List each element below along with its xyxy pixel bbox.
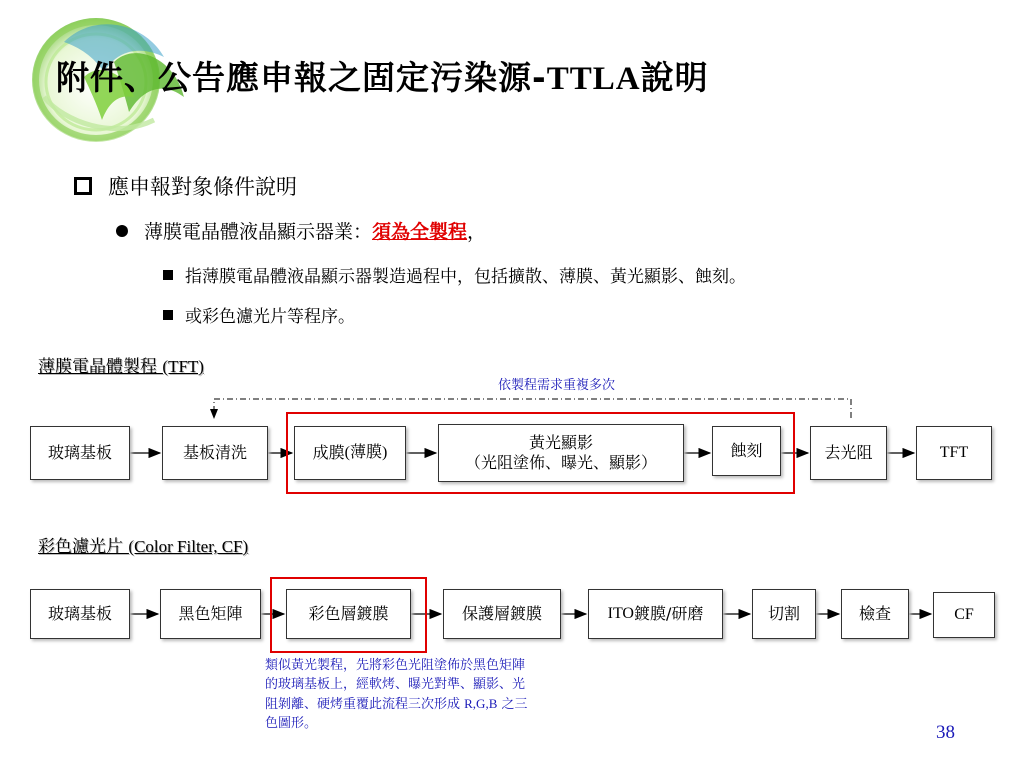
- full-process-emphasis: 須為全製程: [372, 221, 468, 243]
- bullet-level3-b: 或彩色濾光片等程序。: [163, 302, 355, 327]
- bullet-level2: 薄膜電晶體液晶顯示器業：須為全製程，: [116, 217, 486, 244]
- page-number: 38: [936, 722, 955, 743]
- tft-step-glass-substrate: 玻璃基板: [30, 426, 130, 480]
- page-title: 附件、公告應申報之固定污染源-TTLA說明: [56, 58, 709, 97]
- repeat-note: 依製程需求重複多次: [498, 378, 616, 393]
- cf-step-inspection: 檢查: [841, 589, 909, 639]
- cf-step-cutting: 切割: [752, 589, 816, 639]
- cf-output: CF: [933, 592, 995, 638]
- cf-highlight-box: [270, 577, 427, 653]
- cf-step-glass-substrate: 玻璃基板: [30, 589, 130, 639]
- tft-step-photolithography: 黃光顯影 （光阻塗佈、曝光、顯影）: [438, 424, 684, 482]
- cf-heading: 彩色濾光片 (Color Filter, CF): [38, 537, 249, 557]
- cf-step-black-matrix: 黑色矩陣: [160, 589, 261, 639]
- cf-step-ito-coating-polishing: ITO 鍍膜/研磨: [588, 589, 723, 639]
- tft-step-film-deposition: 成膜 (薄膜): [294, 426, 406, 480]
- tft-heading: 薄膜電晶體製程 (TFT): [38, 357, 204, 377]
- tft-output: TFT: [916, 426, 992, 480]
- tft-step-photoresist-strip: 去光阻: [810, 426, 887, 480]
- tft-step-etching: 蝕刻: [712, 426, 781, 476]
- bullet-level1: 應申報對象條件說明: [74, 171, 297, 201]
- tft-highlight-box: [286, 412, 795, 494]
- tft-step-substrate-cleaning: 基板清洗: [162, 426, 268, 480]
- cf-color-layer-note: 類似黃光製程，先將彩色光阻塗佈於黑色矩陣的玻璃基板上，經軟烤、曝光對準、顯影、光阻剝離、硬烤重覆此流程三次形成 R,G,B 之三色圖形。: [265, 658, 528, 731]
- bullet-level3-a: 指薄膜電晶體液晶顯示器製造過程中，包括擴散、薄膜、黃光顯影、蝕刻。: [163, 262, 746, 287]
- cf-step-color-layer-coating: 彩色層鍍膜: [286, 589, 411, 639]
- cf-step-protective-layer-coating: 保護層鍍膜: [443, 589, 561, 639]
